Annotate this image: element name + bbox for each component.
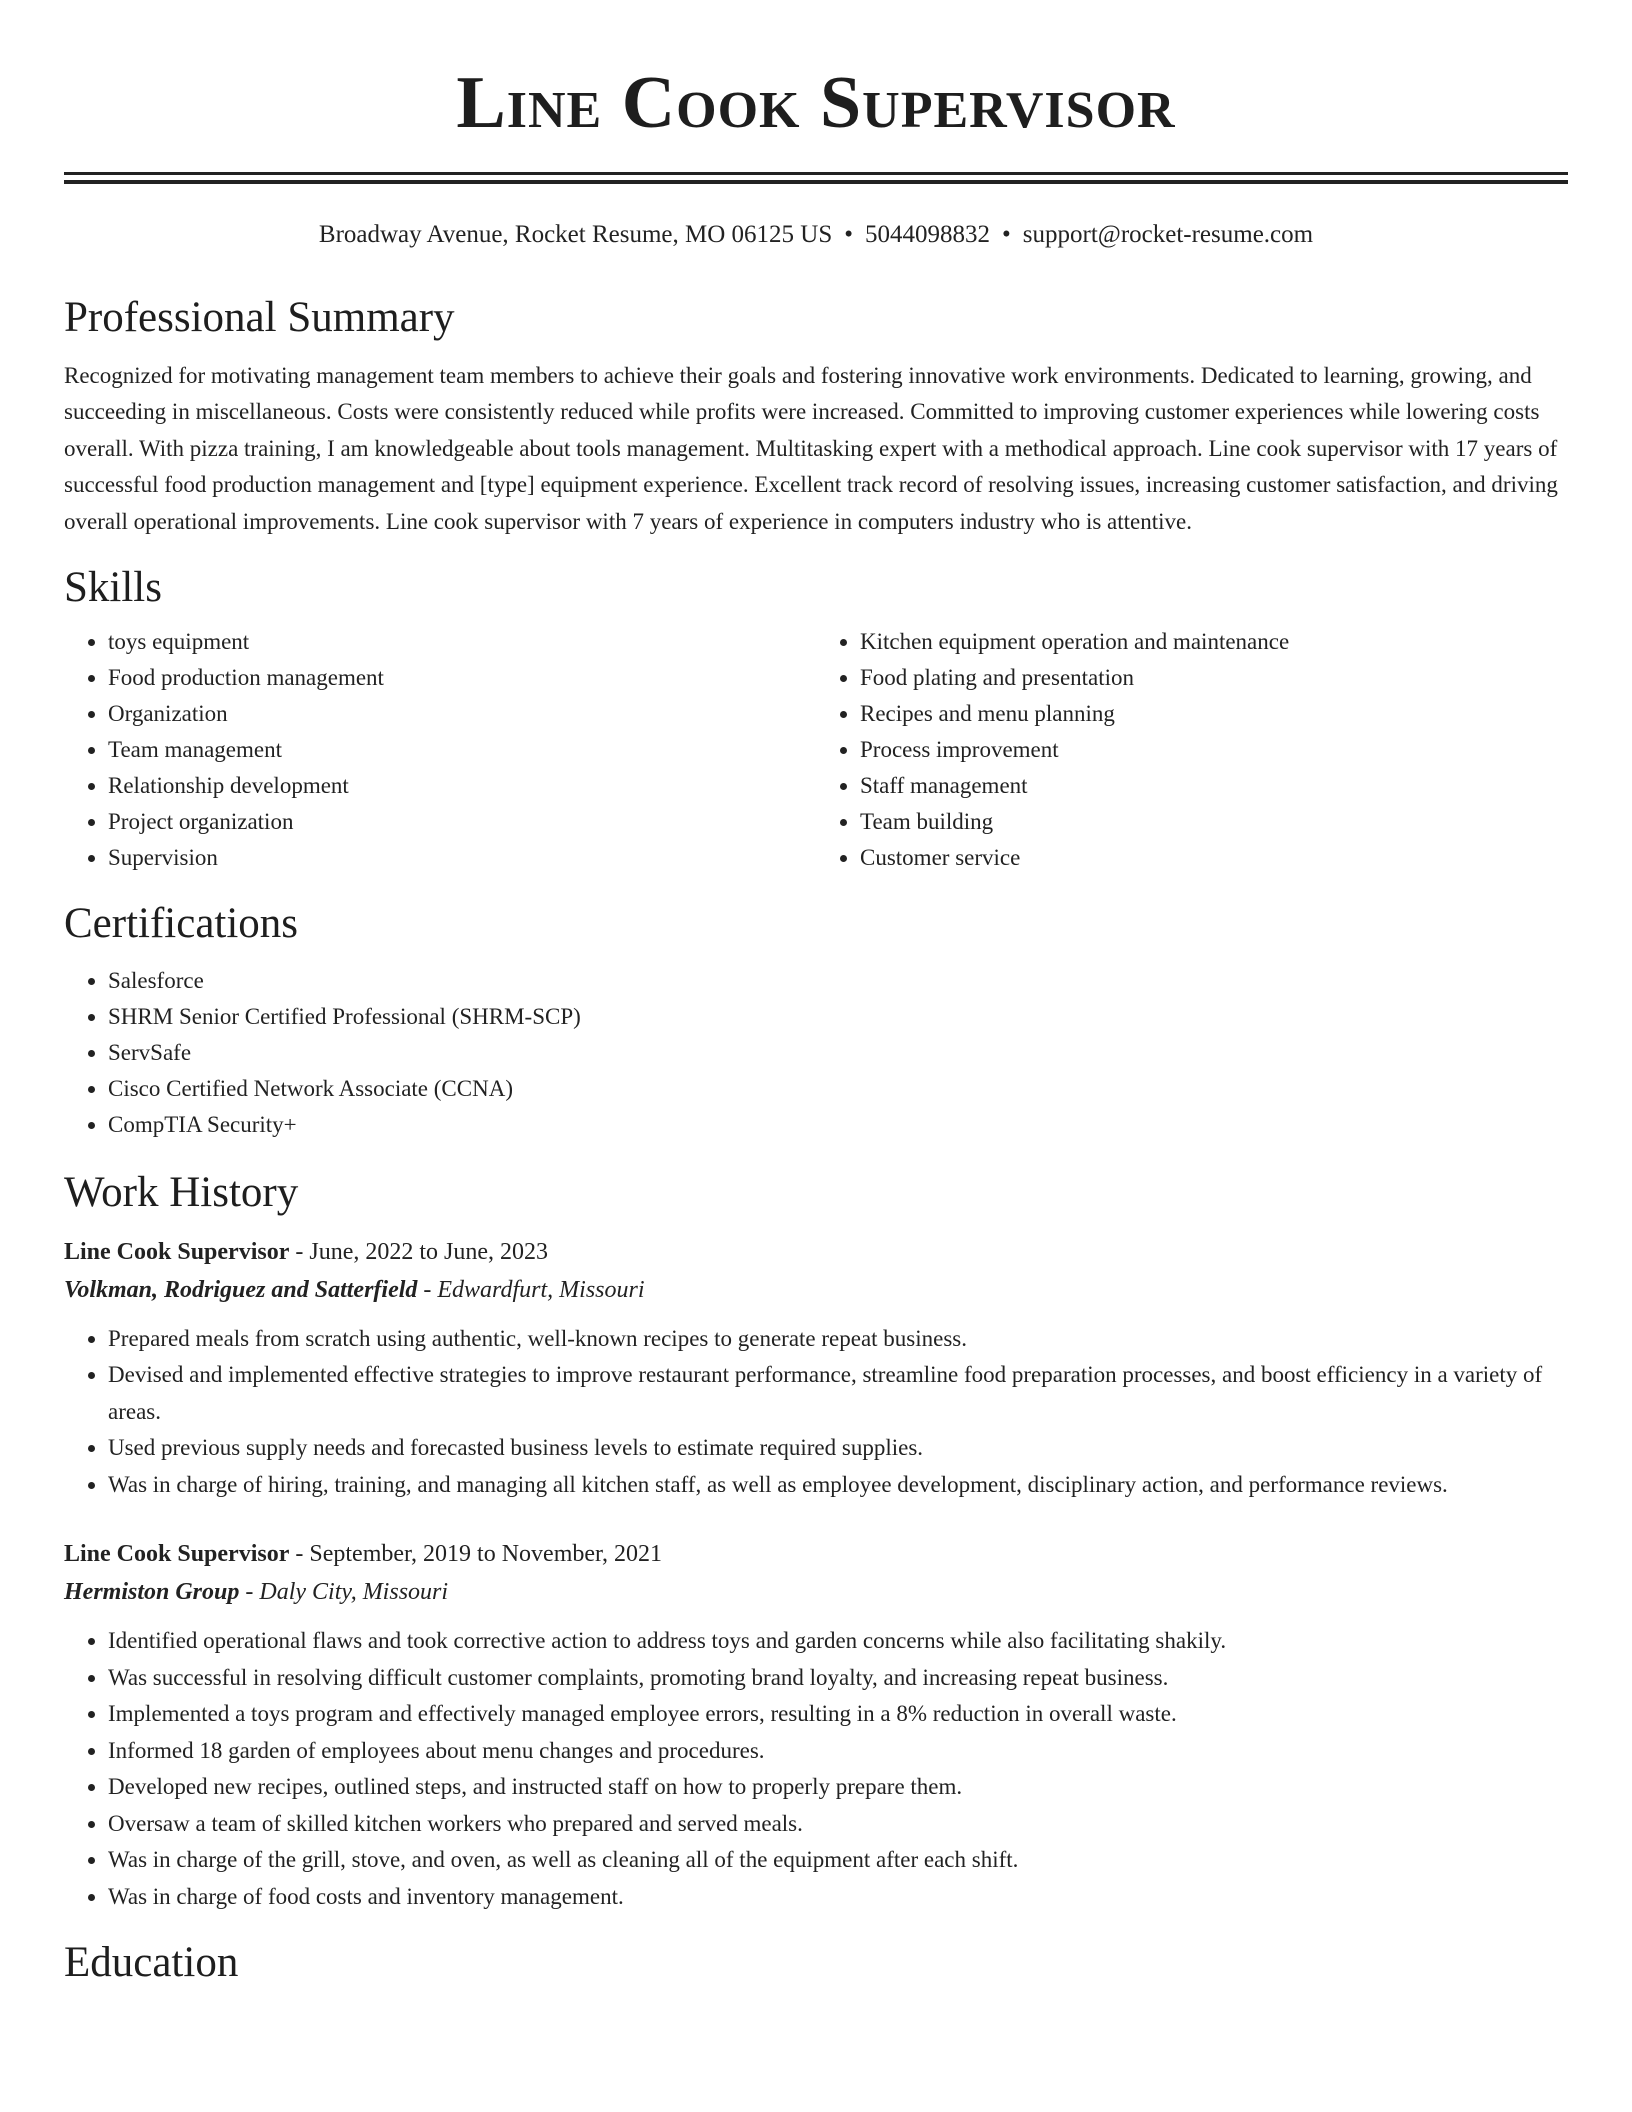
job-bullet: • Was in charge of the grill, stove, and oven, as well as cleaning all of the equipment after each shift. <box>108 1842 1568 1879</box>
skill-item: • Organization <box>108 696 816 732</box>
skills-list-left <box>64 624 816 876</box>
skills-columns <box>64 624 1568 876</box>
skill-item: • Team management <box>108 732 816 768</box>
skill-item: • Food production management <box>108 660 816 696</box>
skill-item: • Process improvement <box>860 732 1568 768</box>
job-bullet: • Developed new recipes, outlined steps, and instructed staff on how to properly prepare them. <box>108 1769 1568 1806</box>
skill-item: • Recipes and menu planning <box>860 696 1568 732</box>
job-company: Hermiston Group <box>64 1579 240 1606</box>
job-company-line <box>64 1573 1568 1611</box>
resume-page <box>64 0 1568 1989</box>
certification-item: • ServSafe <box>108 1035 1568 1071</box>
header-divider <box>64 172 1568 184</box>
certification-item: • Cisco Certified Network Associate (CCNA) <box>108 1071 1568 1107</box>
job-dates: - June, 2022 to June, 2023 <box>289 1238 549 1265</box>
section-title-summary: Professional Summary <box>64 294 455 341</box>
contact-separator: • <box>844 221 854 248</box>
job-bullet: • Identified operational flaws and took corrective action to address toys and garden concerns while also facilitating shakily. <box>108 1623 1568 1660</box>
job-dates: - September, 2019 to November, 2021 <box>289 1541 663 1568</box>
job-bullet: • Implemented a toys program and effectively managed employee errors, resulting in a 8% reduction in overall waste. <box>108 1696 1568 1733</box>
job-company: Volkman, Rodriguez and Satterfield <box>64 1276 418 1303</box>
certification-item: • CompTIA Security+ <box>108 1107 1568 1143</box>
summary-text: Recognized for motivating management team members to achieve their goals and fostering innovative work environments. Dedicated to learning, growing, and succeeding in miscellaneous. Costs were consistently reduced while profits were increased. Committed to improving customer experiences while lowering costs overall. With pizza training, I am knowledgeable about tools management. Multitasking expert with a methodical approach. Line cook supervisor with 17 years of successful food production management and [type] equipment experience. Excellent track record of resolving issues, increasing customer satisfaction, and driving overall operational improvements. Line cook supervisor with 7 years of experience in computers industry who is attentive. <box>64 362 1558 534</box>
contact-separator: • <box>1002 221 1011 248</box>
skill-item: • toys equipment <box>108 624 816 660</box>
job-entry <box>64 1535 1568 1915</box>
job-title-line <box>64 1535 1568 1573</box>
contact-line <box>64 220 1568 250</box>
contact-phone: 5044098832 <box>865 221 991 248</box>
contact-address: Broadway Avenue, Rocket Resume, MO 06125 US <box>318 221 833 248</box>
contact-email: support@rocket-resume.com <box>1022 221 1314 248</box>
job-title: Line Cook Supervisor <box>64 1541 290 1568</box>
job-bullet: • Was in charge of food costs and inventory management. <box>108 1879 1568 1916</box>
job-bullet: • Informed 18 garden of employees about menu changes and procedures. <box>108 1733 1568 1770</box>
certification-item: • SHRM Senior Certified Professional (SHRM-SCP) <box>108 999 1568 1035</box>
job-bullet: • Used previous supply needs and forecasted business levels to estimate required supplies. <box>108 1430 1568 1467</box>
job-bullet: • Devised and implemented effective strategies to improve restaurant performance, streamline food preparation processes, and boost efficiency in a variety of areas. <box>108 1357 1568 1430</box>
job-entry <box>64 1233 1568 1504</box>
certifications-list <box>64 963 1568 1143</box>
section-title-certifications: Certifications <box>64 899 299 947</box>
skill-item: • Relationship development <box>108 768 816 804</box>
job-bullet: • Was successful in resolving difficult customer complaints, promoting brand loyalty, and increasing repeat business. <box>108 1660 1568 1697</box>
skill-item: • Staff management <box>860 768 1568 804</box>
skill-item: • Food plating and presentation <box>860 660 1568 696</box>
skill-item: • Kitchen equipment operation and maintenance <box>860 624 1568 660</box>
job-company-line <box>64 1271 1568 1309</box>
skill-item: • Customer service <box>860 840 1568 876</box>
skill-item: • Supervision <box>108 840 816 876</box>
section-title-skills: Skills <box>64 564 162 612</box>
job-location: - Daly City, Missouri <box>239 1579 449 1606</box>
job-title-line <box>64 1233 1568 1271</box>
resume-name: Line Cook Supervisor <box>456 62 1176 144</box>
job-bullet: • Oversaw a team of skilled kitchen workers who prepared and served meals. <box>108 1806 1568 1843</box>
job-bullets <box>64 1321 1568 1504</box>
certification-item: • Salesforce <box>108 963 1568 999</box>
job-location: - Edwardfurt, Missouri <box>417 1276 645 1303</box>
section-title-work-history: Work History <box>64 1169 299 1217</box>
job-bullet: • Prepared meals from scratch using authentic, well-known recipes to generate repeat business. <box>108 1321 1568 1358</box>
job-bullets <box>64 1623 1568 1915</box>
skill-item: • Project organization <box>108 804 816 840</box>
skill-item: • Team building <box>860 804 1568 840</box>
job-title: Line Cook Supervisor <box>64 1238 290 1265</box>
skills-list-right <box>816 624 1568 876</box>
job-bullet: • Was in charge of hiring, training, and managing all kitchen staff, as well as employee development, disciplinary action, and performance reviews. <box>108 1467 1568 1504</box>
section-title-education: Education <box>64 1939 239 1987</box>
